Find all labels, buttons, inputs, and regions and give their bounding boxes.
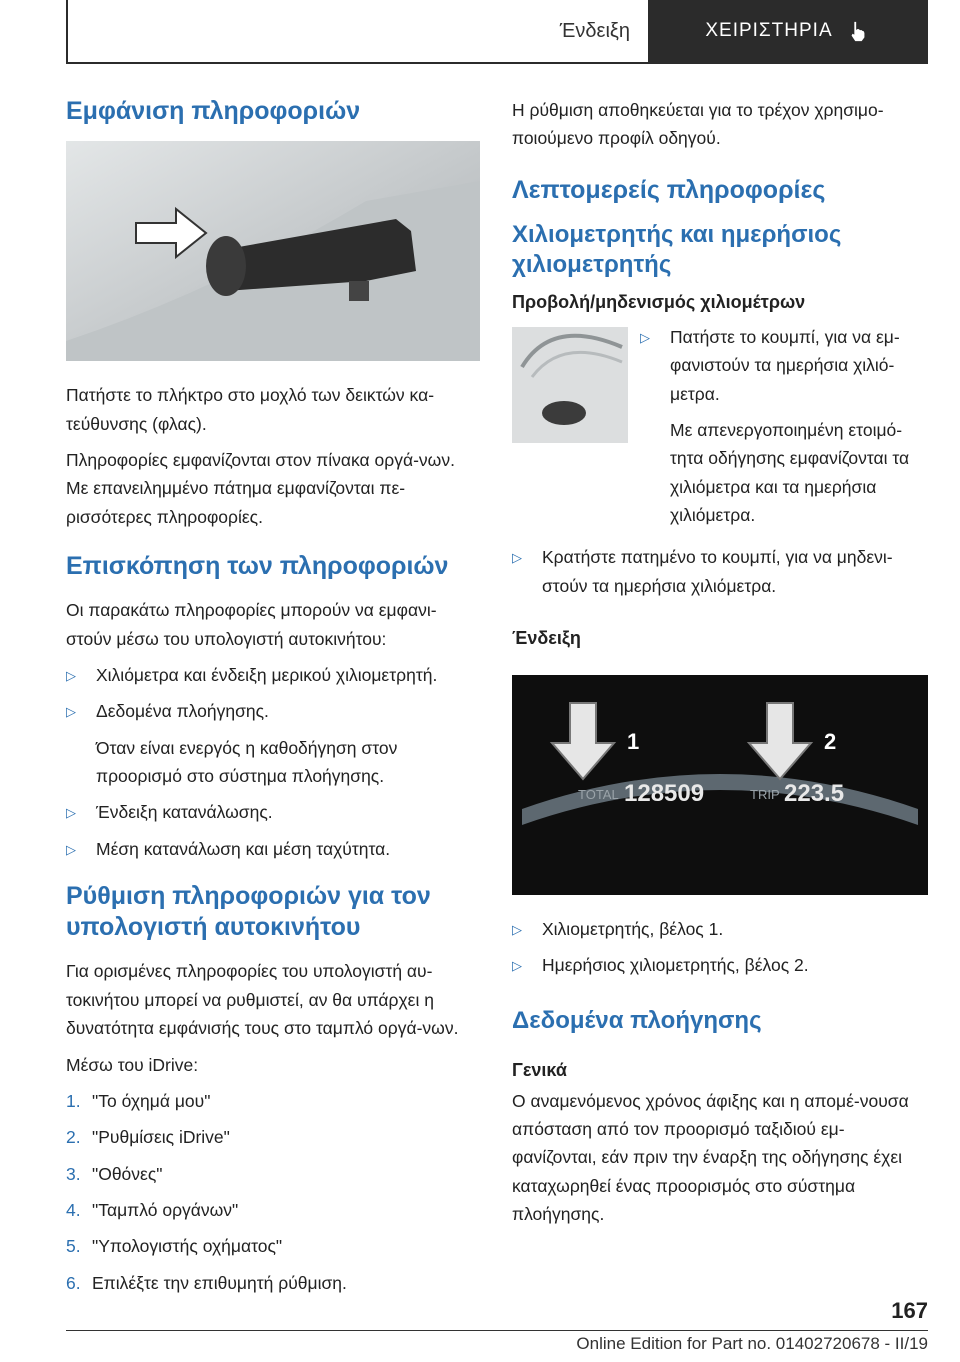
- triangle-bullet-icon: ▷: [66, 667, 76, 683]
- step-item: 6. Επιλέξτε την επιθυμητή ρύθμιση.: [66, 1272, 347, 1293]
- following-info-text: Οι παρακάτω πληροφορίες μπορούν να εμφανι-στούν μέσω του υπολογιστή αυτοκινήτου:: [66, 600, 437, 649]
- heading-nav-data: Δεδομένα πλοήγησης: [512, 1006, 762, 1034]
- odometer-button-image: [512, 327, 628, 443]
- heading-overview: Επισκόπηση των πληροφοριών: [66, 551, 449, 580]
- press-lever-text: Πατήστε το πλήκτρο στο μοχλό των δεικτών κα-τεύθυνσης (φλας).: [66, 385, 435, 434]
- chapter-tab: [648, 0, 926, 62]
- total-value: 128509: [624, 780, 705, 808]
- triangle-bullet-icon: ▷: [512, 550, 522, 566]
- list-item: ▷ Πατήστε το κουμπί, για να εμ-φανιστούν τα ημερήσια χιλιό-μετρα.: [640, 323, 928, 408]
- list-item: ▷ Χιλιόμετρα και ένδειξη μερικού χιλιομετρητή.: [66, 661, 480, 689]
- list-item: ▷ Χιλιομετρητής, βέλος 1.: [512, 915, 928, 943]
- heading-reset: Προβολή/μηδενισμός χιλιομέτρων: [512, 291, 806, 312]
- trip-label: TRIP: [750, 787, 780, 803]
- trip-value: 223.5: [784, 780, 845, 808]
- pointing-hand-icon: [847, 20, 869, 42]
- list-item: ▷ Μέση κατανάλωση και μέση ταχύτητα.: [66, 835, 480, 863]
- heading-indication: Ένδειξη: [512, 628, 581, 649]
- total-label: TOTAL: [578, 787, 619, 803]
- idrive-text: Μέσω του iDrive:: [66, 1054, 199, 1075]
- left-column: [66, 96, 480, 1305]
- step-item: 5. "Υπολογιστής οχήματος": [66, 1236, 283, 1257]
- page-header: [66, 0, 928, 64]
- section-title: Ένδειξη: [559, 19, 630, 42]
- list-item: ▷ Κρατήστε πατημένο το κουμπί, για να μηδενι-στούν τα ημερήσια χιλιόμετρα.: [512, 543, 928, 600]
- right-column: [512, 96, 928, 1236]
- step-item: 4. "Ταμπλό οργάνων": [66, 1199, 239, 1220]
- heading-display-info: Εμφάνιση πληροφοριών: [66, 97, 361, 125]
- footer-rule: [66, 1330, 928, 1331]
- heading-settings: Ρύθμιση πληροφοριών για τον υπολογιστή αυτοκινήτου: [66, 881, 431, 942]
- reset-block: [512, 323, 928, 537]
- triangle-bullet-icon: ▷: [66, 805, 76, 821]
- triangle-bullet-icon: ▷: [66, 704, 76, 720]
- inactive-note: Με απενεργοποιημένη ετοιμό-τητα οδήγησης εμφανίζονται τα χιλιόμετρα και τα ημερήσια χιλιόμετρα.: [670, 419, 910, 525]
- triangle-bullet-icon: ▷: [640, 329, 650, 345]
- step-item: 2. "Ρυθμίσεις iDrive": [66, 1127, 230, 1148]
- page-number: 167: [891, 1298, 928, 1323]
- heading-detailed-info: Λεπτομερείς πληροφορίες: [512, 175, 826, 204]
- general-text: Ο αναμενόμενος χρόνος άφιξης και η απομέ-νουσα απόσταση από τον προορισμό ταξιδιού εμ-φανίζονται, εάν πριν την έναρξη της οδήγησης έχει καταχωρηθεί ένας προορισμός στο σύστημα πλοήγησης.: [512, 1090, 909, 1225]
- triangle-bullet-icon: ▷: [512, 922, 522, 938]
- odometer-display-image: [512, 675, 928, 895]
- chapter-title: ΧΕΙΡΙΣΤΗΡΙΑ: [705, 20, 833, 41]
- triangle-bullet-icon: ▷: [66, 841, 76, 857]
- reset-bullets: [640, 323, 928, 537]
- turn-signal-lever-image: [66, 141, 480, 361]
- arrow-2-label: 2: [824, 729, 837, 755]
- settings-text: Για ορισμένες πληροφορίες του υπολογιστή αυ-τοκινήτου μπορεί να ρυθμιστεί, αν θα υπάρχει η δυνατότητα εμφάνισής τους στο ταμπλό οργά-νων.: [66, 961, 459, 1039]
- triangle-bullet-icon: ▷: [512, 958, 522, 974]
- heading-odometer: Χιλιομετρητής και ημερήσιος χιλιομετρητής: [512, 220, 842, 278]
- list-item: ▷ Ημερήσιος χιλιομετρητής, βέλος 2.: [512, 951, 928, 979]
- heading-general: Γενικά: [512, 1059, 567, 1080]
- step-item: 3. "Οθόνες": [66, 1163, 163, 1184]
- nav-note-text: Όταν είναι ενεργός η καθοδήγηση στον προορισμό στο σύστημα πλοήγησης.: [96, 737, 398, 786]
- info-shown-text: Πληροφορίες εμφανίζονται στον πίνακα οργά-νων. Με επανειλημμένο πάτημα εμφανίζονται πε-ρισσότερες πληροφορίες.: [66, 449, 455, 527]
- step-item: 1. "Το όχημά μου": [66, 1090, 211, 1111]
- edition-text: Online Edition for Part no. 01402720678 - II/19: [576, 1334, 928, 1353]
- arrow-1-label: 1: [627, 729, 640, 755]
- list-item: ▷ Δεδομένα πλοήγησης.: [66, 697, 480, 725]
- saved-profile-text: Η ρύθμιση αποθηκεύεται για το τρέχον χρησιμο-ποιούμενο προφίλ οδηγού.: [512, 100, 884, 149]
- list-item: ▷ Ένδειξη κατανάλωσης.: [66, 798, 480, 826]
